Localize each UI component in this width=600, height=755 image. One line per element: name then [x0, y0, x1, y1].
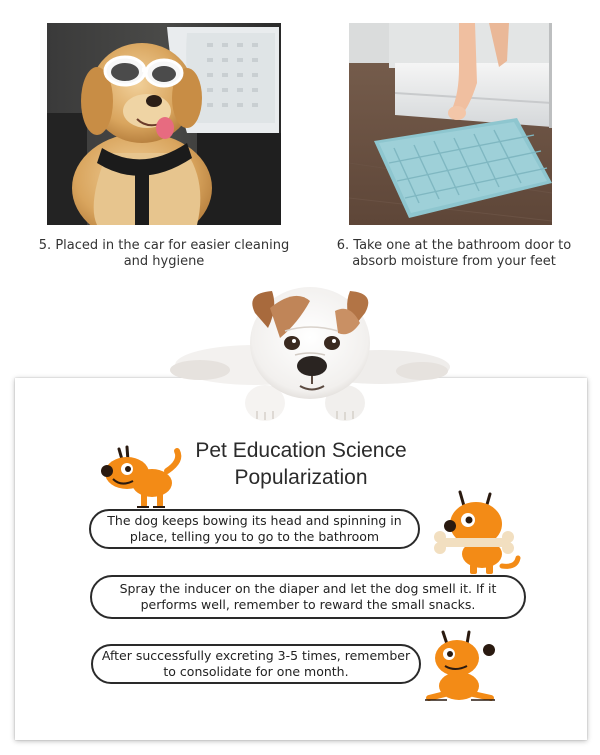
tip-bubble — [89, 509, 420, 549]
cartoon-dog-sitting-icon — [415, 628, 507, 704]
tip-text: The dog keeps bowing its head and spinning in place, telling you to go to the bathroom — [107, 513, 402, 544]
cartoon-dog-bone-drawing — [430, 488, 522, 576]
cartoon-dog-sitting-drawing — [415, 628, 507, 704]
tip-bubble — [90, 575, 526, 619]
caption-car: 5. Placed in the car for easier cleaning and hygiene — [38, 238, 290, 269]
car-dog-illustration — [47, 23, 281, 225]
tip-text: Spray the inducer on the diaper and let the dog smell it. If it performs well, remember to reward the small snacks. — [119, 581, 497, 612]
cartoon-dog-icon — [97, 441, 187, 511]
tip-text: After successfully excreting 3-5 times, remember to consolidate for one month. — [101, 648, 411, 679]
bath-mat-photo — [349, 23, 552, 225]
bulldog-puppy-illustration — [160, 283, 460, 423]
bulldog-puppy-image — [160, 283, 460, 423]
tip-bubble — [91, 644, 421, 684]
car-dog-photo — [47, 23, 281, 225]
cartoon-dog-drawing — [97, 441, 187, 511]
education-title: Pet Education Science Popularization — [195, 439, 407, 489]
cartoon-dog-bone-icon — [430, 488, 522, 576]
caption-mat: 6. Take one at the bathroom door to absorb moisture from your feet — [336, 238, 572, 269]
bath-mat-illustration — [349, 23, 552, 225]
